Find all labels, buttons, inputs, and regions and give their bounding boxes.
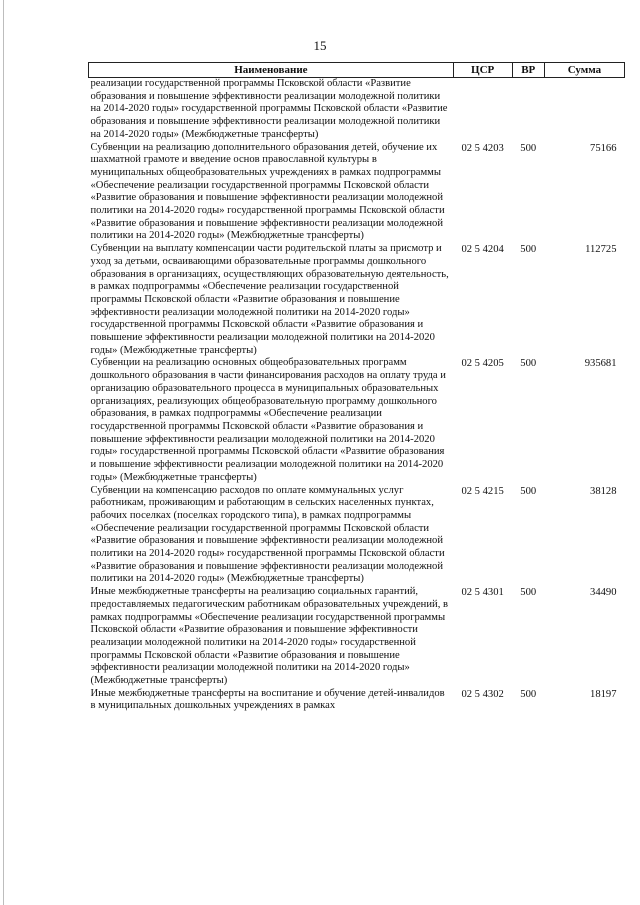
- row-sum: 38128: [590, 485, 617, 497]
- row-sum: 75166: [590, 142, 617, 154]
- table-row: [89, 688, 625, 713]
- row-sum: 34490: [590, 587, 617, 599]
- row-vr: 500: [520, 358, 537, 370]
- row-vr: 500: [520, 688, 537, 700]
- row-name: Субвенции на реализацию основных общеобразовательных программ дошкольного образования в части финансирования расходов на оплату труда и организацию образовательного процесса в муниципальных образовательных организациях, реализующих общеобразовательную программу дошкольного образования, в рамках подпрограммы «Обеспечение реализации государственной программы Псковской области «Развитие образования и повышение эффективности реализации молодежной политики на 2014-2020 годы» государственной программы Псковской области «Развитие образования и повышение эффективности реализации молодежной политики на 2014-2020 годы» (Межбюджетные трансферты): [90, 357, 446, 483]
- row-name: Субвенции на компенсацию расходов по оплате коммунальных услуг работникам, проживающим и работающим в сельских населенных пунктах, рабочих поселках (поселках городского типа), в рамках подпрограммы «Обеспечение реализации государственной программы Псковской области «Развитие образования и повышение эффективности реализации молодежной политики на 2014-2020 годы» государственной программы Псковской области «Развитие образования и повышение эффективности реализации молодежной политики на 2014-2020 годы» (Межбюджетные трансферты): [90, 484, 445, 585]
- page-number: 15: [313, 38, 327, 53]
- row-name: Субвенции на выплату компенсации части родительской платы за присмотр и уход за детьми, осваивающими образовательные программы дошкольного образования в организациях, осуществляющих образовательную деятельность, в рамках подпрограммы «Обеспечение реализации государственной программы Псковской области «Развитие образования и повышение эффективности реализации молодежной политики на 2014-2020 годы» государственной программы Псковской области «Развитие образования и повышение эффективности реализации молодежной политики на 2014-2020 годы» (Межбюджетные трансферты): [90, 243, 449, 356]
- row-sum: 112725: [585, 244, 617, 256]
- table-row: [89, 78, 625, 142]
- scan-edge-line: [3, 0, 4, 905]
- budget-table: [88, 62, 625, 713]
- row-sum: [544, 78, 624, 142]
- row-vr: 500: [520, 485, 537, 497]
- row-csr: 02 5 4203: [461, 142, 504, 154]
- row-csr: 02 5 4302: [461, 688, 504, 700]
- row-csr: 02 5 4301: [461, 587, 504, 599]
- row-csr: [453, 78, 512, 142]
- row-vr: 500: [520, 142, 537, 154]
- table-row: [89, 142, 625, 244]
- table-header-row: [89, 63, 625, 78]
- row-vr: 500: [520, 587, 537, 599]
- row-name: реализации государственной программы Псковской области «Развитие образования и повышение эффективности реализации молодежной политики на 2014-2020 годы» государственной программы Псковской области «Развитие образования и повышение эффективности реализации молодежной политики на 2014-2020 годы» (Межбюджетные трансферты): [90, 78, 448, 140]
- row-sum: 18197: [590, 688, 617, 700]
- header-vr: ВР: [512, 63, 544, 78]
- row-name: Иные межбюджетные трансферты на реализацию социальных гарантий, предоставляемых педагогическим работникам образовательных учреждений, в рамках подпрограммы «Обеспечение реализации государственной программы Псковской области «Развитие образования и повышение эффективности реализации молодежной политики на 2014-2020 годы» государственной программы Псковской области «Развитие образования и повышение эффективности реализации молодежной политики на 2014-2020 годы» (Межбюджетные трансферты): [90, 586, 448, 687]
- row-vr: 500: [520, 244, 537, 256]
- row-name: Иные межбюджетные трансферты на воспитание и обучение детей-инвалидов в муниципальных дошкольных учреждениях в рамках: [90, 687, 445, 712]
- header-csr: ЦСР: [453, 63, 512, 78]
- row-name: Субвенции на реализацию дополнительного образования детей, обучение их шахматной грамоте и введение основ православной культуры в муниципальных общеобразовательных учреждениях в рамках подпрограммы «Обеспечение реализации государственной программы Псковской области «Развитие образования и повышение эффективности реализации молодежной политики на 2014-2020 годы» государственной программы Псковской области «Развитие образования и повышение эффективности реализации молодежной политики на 2014-2020 годы» (Межбюджетные трансферты): [90, 141, 445, 242]
- table-row: [89, 586, 625, 688]
- header-name: Наименование: [89, 63, 454, 78]
- header-sum: Сумма: [544, 63, 624, 78]
- row-sum: 935681: [584, 358, 617, 370]
- row-csr: 02 5 4204: [461, 244, 504, 256]
- row-csr: 02 5 4205: [461, 358, 504, 370]
- row-vr: [512, 78, 544, 142]
- table-row: [89, 485, 625, 587]
- table-row: [89, 243, 625, 357]
- table-row: [89, 357, 625, 484]
- row-csr: 02 5 4215: [461, 485, 504, 497]
